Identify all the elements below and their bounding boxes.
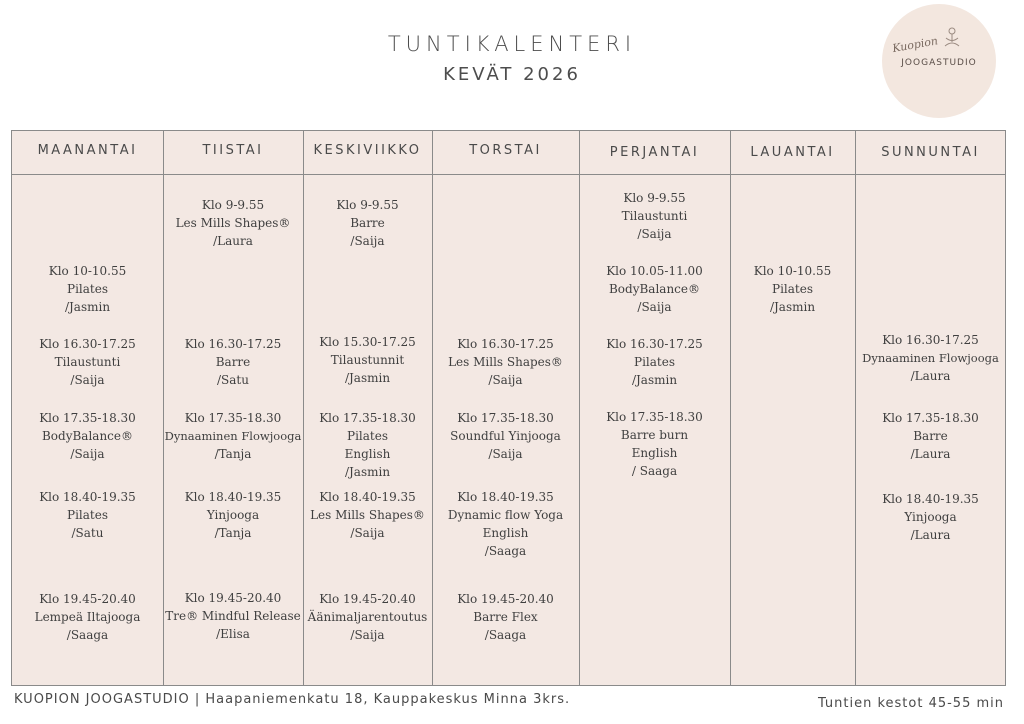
class-time: Klo 9-9.55 [201,198,265,212]
class-time: Klo 9-9.55 [623,191,686,205]
class-time: Klo 19.45-20.40 [184,591,282,605]
class-title: Barre [913,429,948,443]
class-instructor: /Laura [910,447,951,461]
class-instructor: /Saija [350,526,385,540]
class-entry [432,590,579,644]
class-title: Barre [350,216,385,230]
class-time: Klo 10-10.55 [48,264,127,278]
class-entry [163,335,303,389]
day-header-tuesday: TIISTAI [202,143,264,158]
class-title: Yinjooga [206,508,260,522]
class-time: Klo 19.45-20.40 [319,592,416,606]
logo-script-text: Kuopion [891,34,939,56]
class-entry [12,488,163,542]
class-entry [579,262,730,316]
class-instructor: /Tanja [214,447,252,461]
class-time: Klo 19.45-20.40 [39,592,136,606]
class-title: Soundful Yinjooga [450,429,561,443]
class-time: Klo 10.05-11.00 [606,264,703,278]
class-instructor: /Saaga [484,544,527,558]
class-time: Klo 18.40-19.35 [457,490,554,504]
class-title: Lempeä Iltajooga [34,610,141,624]
logo-name-text: JOOGASTUDIO [901,58,977,68]
class-title: Tilaustunti [621,209,688,223]
class-entry [12,335,163,389]
class-title: Les Mills Shapes® [175,216,291,230]
class-title: Pilates [67,282,108,296]
class-instructor: /Saija [350,234,385,248]
class-instructor: /Laura [213,234,253,248]
class-time: Klo 16.30-17.25 [184,337,282,351]
day-header-wednesday: KESKIVIIKKO [313,143,422,158]
class-instructor: /Saaga [484,628,527,642]
class-time: Klo 18.40-19.35 [882,492,979,506]
class-time: Klo 17.35-18.30 [457,411,554,425]
class-title: Pilates [67,508,108,522]
class-language: English [631,446,678,460]
class-title: Dynamic flow Yoga [447,508,564,522]
class-title: Tilaustunnit [330,353,405,367]
class-instructor: /Saija [350,628,385,642]
class-time: Klo 18.40-19.35 [39,490,136,504]
page-title: TUNTIKALENTERI [387,32,637,56]
class-time: Klo 17.35-18.30 [606,410,703,424]
class-entry [579,408,730,480]
day-header-saturday: LAUANTAI [750,145,835,160]
class-entry [855,490,1006,544]
class-title: Äänimaljarentoutus [307,610,428,624]
class-time: Klo 15.30-17.25 [319,335,416,349]
class-title: Dynaaminen Flowjooga [862,351,999,365]
class-instructor: /Laura [910,369,951,383]
day-header-monday: MAANANTAI [37,143,138,158]
class-time: Klo 9-9.55 [336,198,399,212]
timetable [11,130,1006,686]
class-time: Klo 17.35-18.30 [319,411,416,425]
class-time: Klo 17.35-18.30 [39,411,136,425]
class-entry [432,488,579,560]
class-title: Pilates [347,429,388,443]
class-entry [163,196,303,250]
class-instructor: /Jasmin [64,300,111,314]
class-title: BodyBalance® [608,282,701,296]
class-entry [855,409,1006,463]
class-time: Klo 16.30-17.25 [882,333,979,347]
class-instructor: /Saija [637,300,672,314]
class-entry [12,590,163,644]
day-header-thursday: TORSTAI [469,143,542,158]
class-entry [12,262,163,316]
column-divider [730,131,731,685]
class-entry [163,488,303,542]
class-instructor: /Saija [488,373,523,387]
class-entry [163,589,303,643]
page-subtitle: KEVÄT 2026 [443,64,581,85]
class-entry [303,333,432,387]
studio-logo [882,4,996,118]
class-instructor: /Jasmin [769,300,816,314]
class-instructor: /Saija [637,227,672,241]
class-time: Klo 16.30-17.25 [457,337,554,351]
class-time: Klo 10-10.55 [753,264,832,278]
class-entry [432,409,579,463]
footer-address: KUOPION JOOGASTUDIO | Haapaniemenkatu 18, Kauppakeskus Minna 3krs. [14,692,571,707]
class-time: Klo 18.40-19.35 [319,490,416,504]
class-entry [303,196,432,250]
class-instructor: /Jasmin [344,465,391,479]
class-language: English [344,447,391,461]
class-time: Klo 19.45-20.40 [457,592,554,606]
class-instructor: / Saaga [631,464,678,478]
class-title: Tre® Mindful Release [165,609,301,623]
column-divider [855,131,856,685]
class-instructor: /Saija [70,447,105,461]
class-entry [12,409,163,463]
class-entry [303,409,432,481]
class-entry [163,409,303,463]
class-instructor: /Elisa [216,627,250,641]
footer-duration: Tuntien kestot 45-55 min [817,696,1004,711]
class-entry [579,335,730,389]
class-instructor: /Laura [910,528,951,542]
class-title: Les Mills Shapes® [310,508,425,522]
class-time: Klo 16.30-17.25 [606,337,703,351]
class-instructor: /Saija [70,373,105,387]
day-header-friday: PERJANTAI [609,145,700,160]
class-instructor: /Tanja [214,526,252,540]
class-title: Tilaustunti [54,355,121,369]
class-entry [855,331,1006,385]
class-entry [579,189,730,243]
class-instructor: /Jasmin [631,373,678,387]
class-instructor: /Satu [71,526,104,540]
day-header-sunday: SUNNUNTAI [881,145,980,160]
class-time: Klo 17.35-18.30 [184,411,282,425]
class-title: Barre Flex [473,610,538,624]
class-instructor: /Saija [488,447,523,461]
class-title: BodyBalance® [41,429,134,443]
class-time: Klo 18.40-19.35 [184,490,282,504]
class-language: English [482,526,529,540]
class-instructor: /Satu [217,373,249,387]
class-title: Les Mills Shapes® [448,355,563,369]
class-entry [303,488,432,542]
class-instructor: /Jasmin [344,371,391,385]
header-divider [12,174,1005,175]
class-time: Klo 17.35-18.30 [882,411,979,425]
class-time: Klo 16.30-17.25 [39,337,136,351]
class-entry [432,335,579,389]
class-title: Barre burn [620,428,689,442]
class-instructor: /Saaga [66,628,109,642]
class-entry [730,262,855,316]
class-title: Barre [215,355,251,369]
class-entry [303,590,432,644]
class-title: Dynaaminen Flowjooga [164,429,302,443]
class-title: Pilates [634,355,675,369]
class-title: Pilates [772,282,813,296]
class-title: Yinjooga [904,510,957,524]
